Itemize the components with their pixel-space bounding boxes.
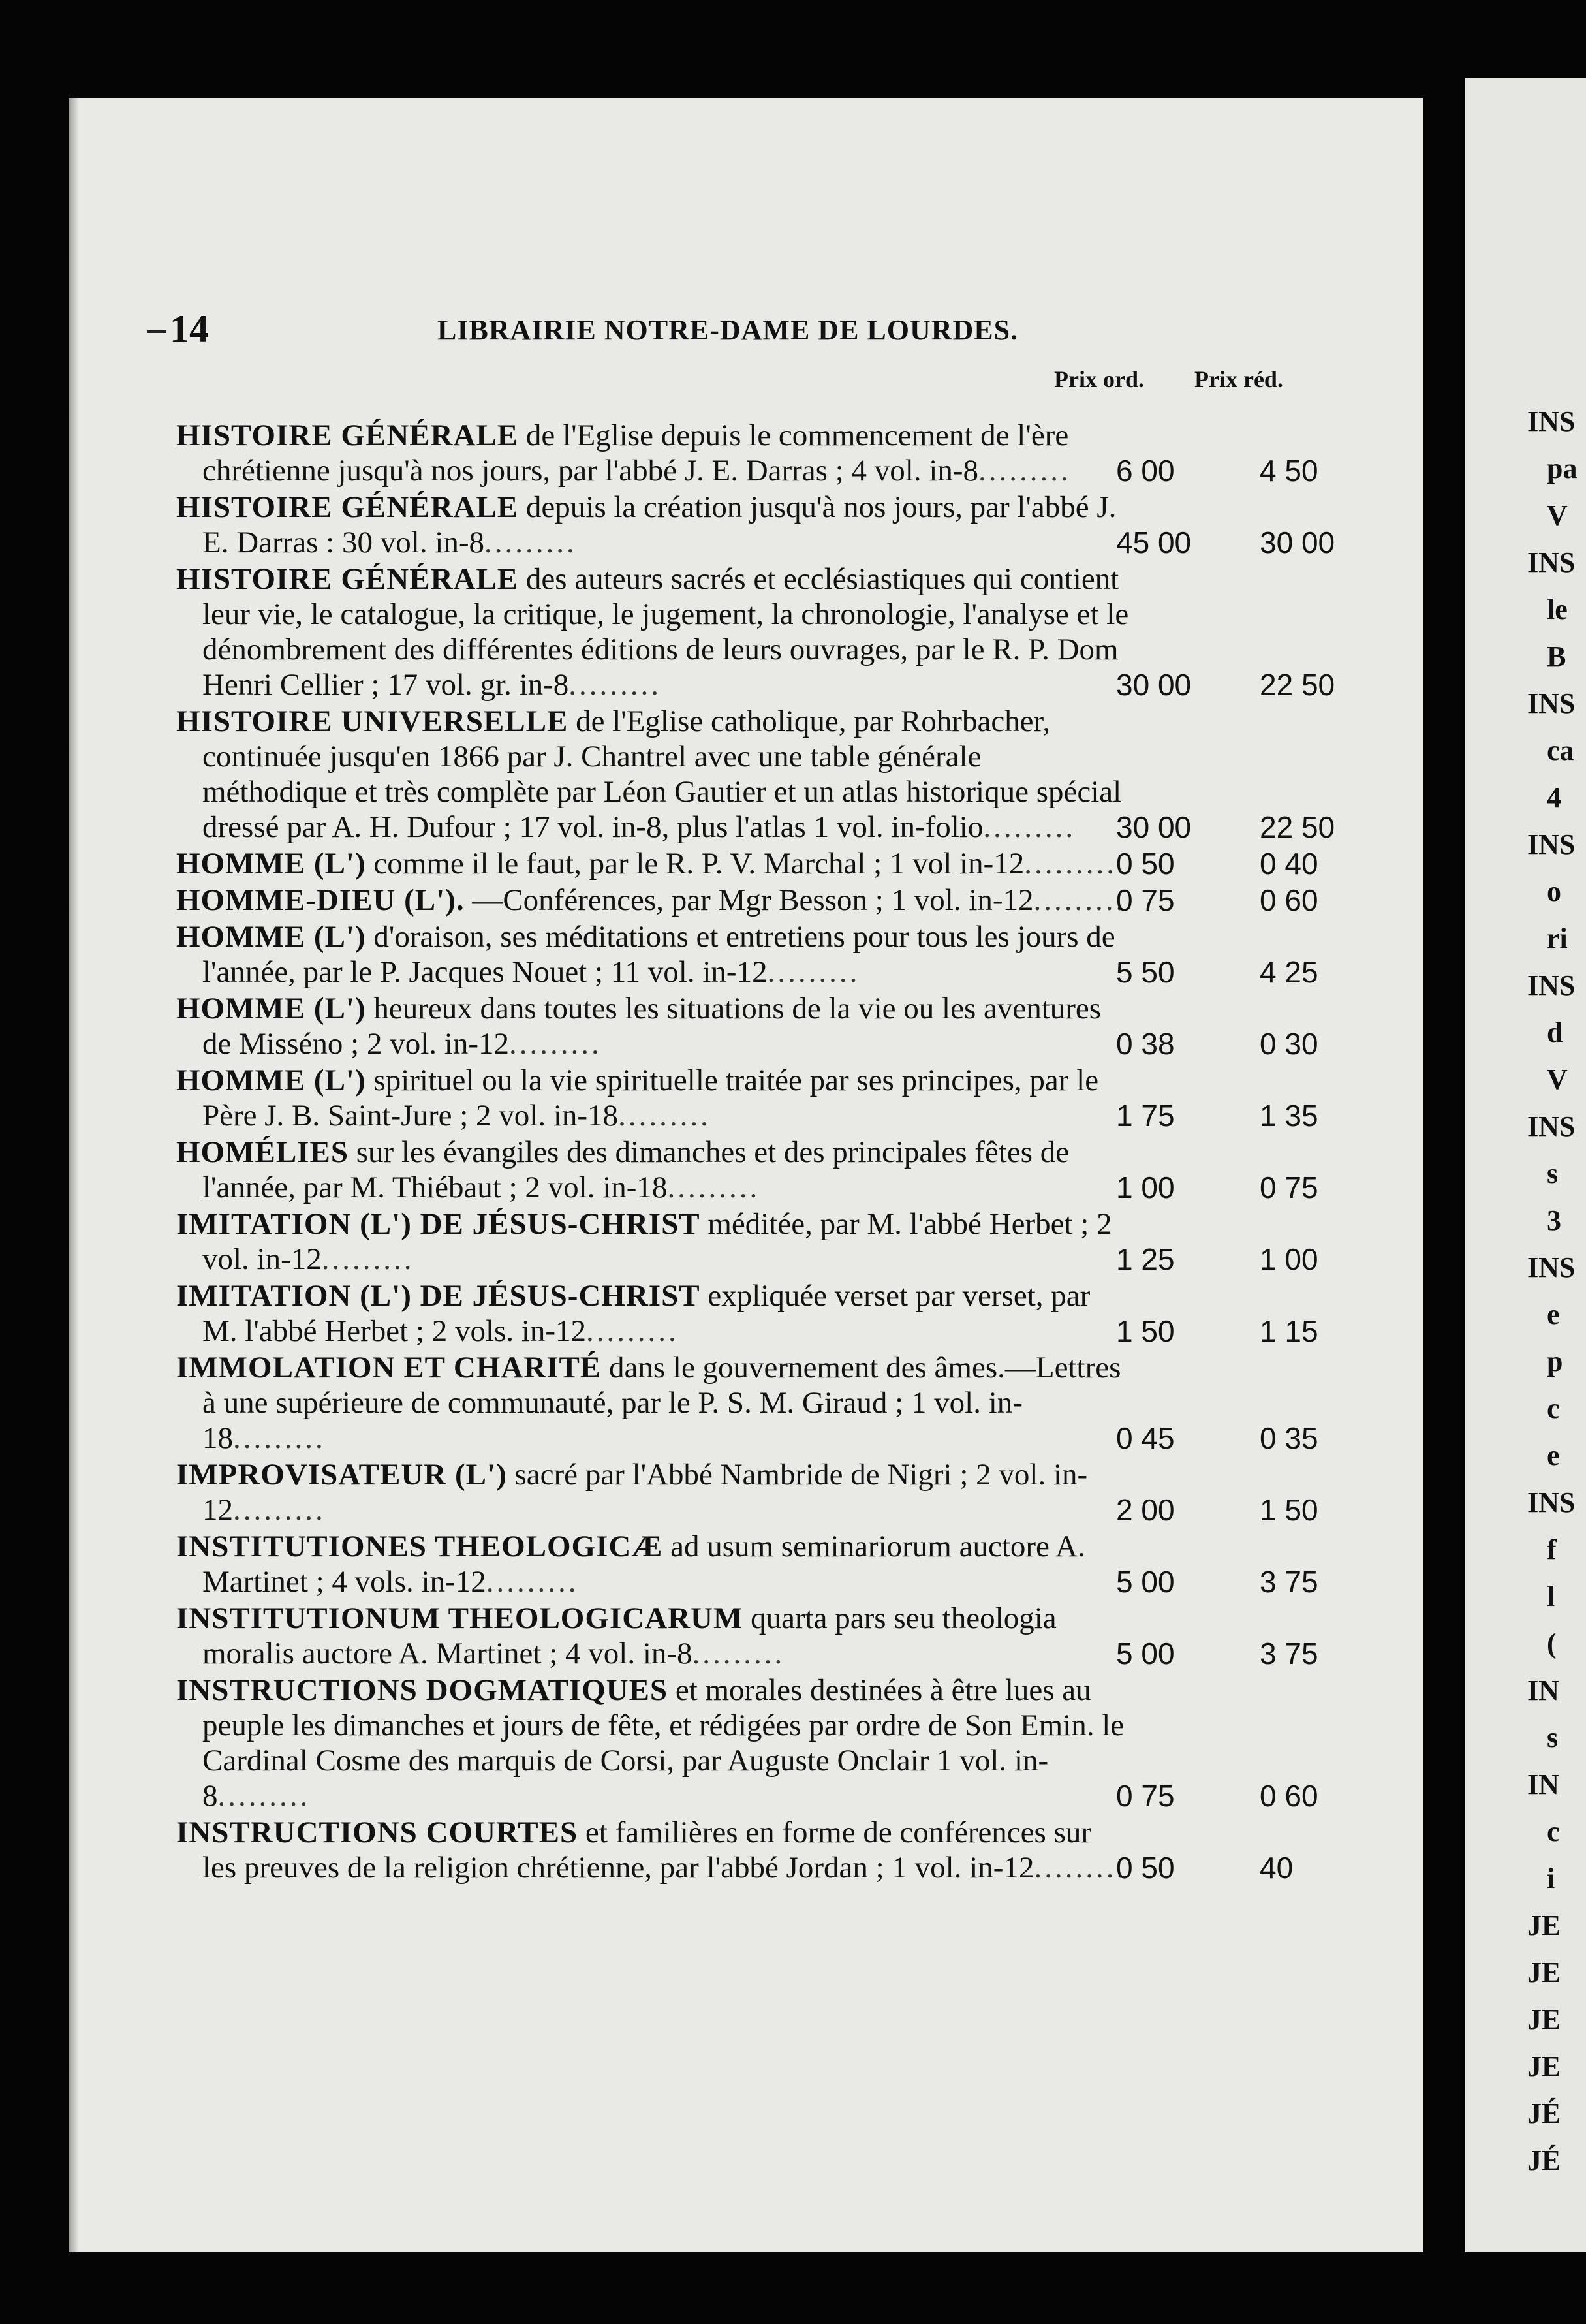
ordinary-price: 1 75: [1116, 1099, 1175, 1133]
entry-text: et morales destinées à être lues au peuple les dimanches et jours de fête, et rédigées par ordre de Son Emin. le Cardinal Cosme des marquis de Corsi, par Auguste Onclair 1 vol. in-8: [202, 1673, 1125, 1813]
catalogue-entry: [176, 1135, 1358, 1205]
ordinary-price: 1 50: [1116, 1314, 1175, 1348]
reduced-price: 0 40: [1260, 847, 1318, 881]
adjacent-page-fragment: V: [1547, 1063, 1568, 1095]
reduced-price: 0 75: [1260, 1170, 1318, 1204]
entry-text: sur les évangiles des dimanches et des principales fêtes de l'année, par M. Thiébaut ; 2 vol. in-18: [202, 1135, 1070, 1204]
entry-title: HOMME (L'): [176, 992, 366, 1026]
adjacent-page-fragment: INS: [1527, 1486, 1576, 1518]
ordinary-price: 0 45: [1116, 1421, 1175, 1455]
entry-title: HISTOIRE GÉNÉRALE: [176, 490, 519, 524]
entry-title: INSTITUTIONES THEOLOGICÆ: [176, 1530, 663, 1563]
reduced-price: 1 50: [1260, 1493, 1318, 1527]
ordinary-price: 5 00: [1116, 1565, 1175, 1599]
adjacent-page-fragment: le: [1547, 593, 1568, 625]
entry-title: HOMME-DIEU (L').: [176, 883, 465, 917]
reduced-price: 3 75: [1260, 1637, 1318, 1671]
adjacent-page-fragment: e: [1547, 1298, 1560, 1330]
reduced-price: 0 30: [1260, 1027, 1318, 1061]
catalogue-entry: [176, 704, 1358, 845]
reduced-price-header: Prix réd.: [1194, 366, 1283, 392]
ordinary-price: 2 00: [1116, 1493, 1175, 1527]
entry-title: INSTRUCTIONS DOGMATIQUES: [176, 1673, 668, 1707]
dot-leader: .........: [618, 1099, 711, 1133]
catalogue-entry: [176, 1672, 1358, 1814]
entry-text: ad usum seminariorum auctore A. Martinet ; 4 vols. in-12: [202, 1530, 1085, 1599]
entry-title: HOMME (L'): [176, 920, 366, 954]
entry-description: [176, 919, 1129, 990]
adjacent-page-fragment: e: [1547, 1439, 1560, 1471]
ordinary-price: 5 00: [1116, 1637, 1175, 1671]
entry-description: [176, 991, 1129, 1061]
catalogue-entry: [176, 1063, 1358, 1133]
adjacent-page-fragment: IN: [1527, 1768, 1559, 1800]
dot-leader: .........: [667, 1170, 760, 1204]
dot-leader: .........: [508, 1027, 602, 1061]
entry-description: [176, 490, 1129, 560]
ordinary-price: 1 00: [1116, 1170, 1175, 1204]
entry-text: de l'Eglise depuis le commencement de l'ère chrétienne jusqu'à nos jours, par l'abbé J. E. Darras ; 4 vol. in-8: [202, 418, 1069, 488]
ordinary-price: 1 25: [1116, 1242, 1175, 1276]
reduced-price: 22 50: [1260, 810, 1335, 844]
running-head: LIBRAIRIE NOTRE-DAME DE LOURDES.: [437, 314, 1019, 346]
ordinary-price: 0 38: [1116, 1027, 1175, 1061]
dot-leader: .........: [586, 1314, 679, 1348]
adjacent-page-fragment: JE: [1527, 2003, 1561, 2035]
catalogue-entry: [176, 1601, 1358, 1671]
catalogue-entry: [176, 846, 1358, 881]
page-number: 14: [170, 307, 209, 351]
catalogue-entry: [176, 418, 1358, 488]
reduced-price: 1 35: [1260, 1099, 1318, 1133]
entry-text: expliquée verset par verset, par M. l'abbé Herbet ; 2 vols. in-12: [202, 1279, 1091, 1348]
entry-text: quarta pars seu theologia moralis auctore A. Martinet ; 4 vol. in-8: [202, 1601, 1057, 1671]
catalogue-entries: [176, 418, 1358, 1887]
adjacent-page-fragment: INS: [1527, 1251, 1576, 1283]
entry-title: IMITATION (L') DE JÉSUS-CHRIST: [176, 1207, 700, 1241]
adjacent-page-fragment: s: [1547, 1721, 1559, 1753]
adjacent-page-fragment: INS: [1527, 405, 1576, 437]
dot-leader: .........: [321, 1242, 414, 1276]
entry-title: HISTOIRE UNIVERSELLE: [176, 704, 568, 738]
adjacent-page-fragment: p: [1547, 1345, 1563, 1377]
reduced-price: 22 50: [1260, 668, 1335, 702]
catalogue-entry: [176, 1815, 1358, 1885]
entry-description: [176, 1529, 1129, 1599]
dot-leader: .........: [233, 1421, 326, 1455]
entry-description: [176, 1457, 1129, 1528]
adjacent-page-fragment: 3: [1547, 1204, 1561, 1236]
ordinary-price: 0 75: [1116, 883, 1175, 917]
adjacent-page-fragment: c: [1547, 1815, 1560, 1847]
reduced-price: 1 15: [1260, 1314, 1318, 1348]
entry-title: HOMME (L'): [176, 847, 366, 881]
catalogue-entry: [176, 919, 1358, 990]
adjacent-page-fragment: pa: [1547, 452, 1578, 484]
adjacent-page-fragment: l: [1547, 1580, 1555, 1612]
adjacent-page-fragment: JE: [1527, 1956, 1561, 1988]
adjacent-page-fragment: B: [1547, 640, 1566, 672]
reduced-price: 1 00: [1260, 1242, 1318, 1276]
adjacent-page-fragment: JÉ: [1527, 2144, 1561, 2176]
adjacent-page-fragment: (: [1547, 1627, 1557, 1659]
entry-description: [176, 1278, 1129, 1349]
entry-description: [176, 1063, 1129, 1133]
adjacent-page-fragment: 4: [1547, 781, 1561, 813]
catalogue-entry: [176, 1206, 1358, 1277]
reduced-price: 30 00: [1260, 526, 1335, 559]
reduced-price: 0 60: [1260, 883, 1318, 917]
entry-title: HISTOIRE GÉNÉRALE: [176, 562, 519, 596]
adjacent-page-fragment: INS: [1527, 687, 1576, 719]
entry-title: IMPROVISATEUR (L'): [176, 1458, 507, 1492]
ordinary-price: 0 50: [1116, 1851, 1175, 1885]
entry-text: —Conférences, par Mgr Besson ; 1 vol. in-12: [464, 883, 1034, 917]
adjacent-page-fragment: INS: [1527, 828, 1576, 860]
entry-text: sacré par l'Abbé Nambride de Nigri ; 2 vol. in-12: [202, 1458, 1088, 1527]
page-header: [170, 307, 1384, 353]
reduced-price: 0 35: [1260, 1421, 1318, 1455]
reduced-price: 0 60: [1260, 1779, 1318, 1813]
dot-leader: .........: [692, 1637, 785, 1671]
reduced-price: 4 25: [1260, 955, 1318, 989]
adjacent-page-fragment: IN: [1527, 1674, 1559, 1706]
entry-description: [176, 1206, 1129, 1277]
dot-leader: .........: [978, 454, 1071, 488]
entry-description: [176, 418, 1129, 488]
dot-leader: .........: [217, 1779, 311, 1813]
dot-leader: .........: [767, 955, 860, 989]
entry-text: comme il le faut, par le R. P. V. Marchal ; 1 vol in-12: [365, 847, 1025, 881]
reduced-price: 3 75: [1260, 1565, 1318, 1599]
entry-description: [176, 1815, 1129, 1885]
adjacent-page-edge: [1465, 78, 1586, 2252]
adjacent-page-fragment: i: [1547, 1862, 1555, 1894]
entry-description: [176, 1350, 1129, 1456]
entry-title: HOMÉLIES: [176, 1135, 349, 1169]
entry-description: [176, 1672, 1129, 1814]
entry-text: heureux dans toutes les situations de la vie ou les aventures de Misséno ; 2 vol. in-12: [202, 992, 1102, 1061]
page-edge: [69, 98, 79, 2252]
entry-description: [176, 561, 1129, 702]
adjacent-page-fragment: JE: [1527, 1909, 1561, 1941]
entry-text: d'oraison, ses méditations et entretiens pour tous les jours de l'année, par le P. Jacques Nouet ; 11 vol. in-12: [202, 920, 1115, 989]
entry-text: dans le gouvernement des âmes.—Lettres à une supérieure de communauté, par le P. S. M. Giraud ; 1 vol. in-18: [202, 1351, 1121, 1455]
entry-text: méditée, par M. l'abbé Herbet ; 2 vol. in-12: [202, 1207, 1112, 1276]
entry-title: INSTITUTIONUM THEOLOGICARUM: [176, 1601, 743, 1635]
catalogue-entry: [176, 883, 1358, 918]
adjacent-page-fragment: ca: [1547, 734, 1574, 766]
adjacent-page-fragment: o: [1547, 875, 1561, 907]
entry-title: IMITATION (L') DE JÉSUS-CHRIST: [176, 1279, 700, 1313]
adjacent-page-fragment: c: [1547, 1392, 1560, 1424]
adjacent-page-fragment: INS: [1527, 1110, 1576, 1142]
dot-leader: .........: [1024, 847, 1117, 881]
dot-leader: .........: [1033, 883, 1127, 917]
ordinary-price: 5 50: [1116, 955, 1175, 989]
entry-text: et familières en forme de conférences sur les preuves de la religion chrétienne, par l'abbé Jordan ; 1 vol. in-12: [202, 1815, 1092, 1885]
adjacent-page-fragment: V: [1547, 499, 1568, 531]
entry-text: de l'Eglise catholique, par Rohrbacher, continuée jusqu'en 1866 par J. Chantrel avec une table générale méthodique et très complète par Léon Gautier et un atlas historique spécial dressé par A. H. Dufour ; 17 vol. in-8, plus l'atlas 1 vol. in-folio: [202, 704, 1122, 844]
price-column-headers: [0, 366, 1586, 398]
catalogue-entry: [176, 490, 1358, 560]
catalogue-entry: [176, 1350, 1358, 1456]
dot-leader: .........: [484, 526, 577, 559]
entry-description: [176, 704, 1129, 845]
reduced-price: 4 50: [1260, 454, 1318, 488]
entry-description: [176, 1135, 1129, 1205]
entry-title: HOMME (L'): [176, 1063, 366, 1097]
dot-leader: .........: [568, 668, 662, 702]
catalogue-entry: [176, 1529, 1358, 1599]
adjacent-page-fragment: JE: [1527, 2050, 1561, 2082]
ordinary-price: 30 00: [1116, 810, 1192, 844]
dot-leader: .........: [983, 810, 1076, 844]
adjacent-page-fragment: INS: [1527, 546, 1576, 578]
entry-title: INSTRUCTIONS COURTES: [176, 1815, 578, 1849]
adjacent-page-fragment: INS: [1527, 969, 1576, 1001]
catalogue-entry: [176, 1457, 1358, 1528]
ordinary-price: 0 50: [1116, 847, 1175, 881]
entry-description: [176, 883, 1129, 918]
catalogue-entry: [176, 1278, 1358, 1349]
entry-description: [176, 846, 1129, 881]
adjacent-page-fragment: s: [1547, 1157, 1559, 1189]
adjacent-page-fragment: JÉ: [1527, 2097, 1561, 2129]
adjacent-page-fragment: f: [1547, 1533, 1557, 1565]
entry-text: spirituel ou la vie spirituelle traitée par ses principes, par le Père J. B. Saint-Jure ; 2 vol. in-18: [202, 1063, 1099, 1133]
catalogue-entry: [176, 561, 1358, 702]
margin-mark: [147, 330, 166, 333]
adjacent-page-fragment: ri: [1547, 922, 1568, 954]
catalogue-entry: [176, 991, 1358, 1061]
entry-title: HISTOIRE GÉNÉRALE: [176, 418, 519, 452]
ordinary-price: 45 00: [1116, 526, 1192, 559]
dot-leader: .........: [1034, 1851, 1127, 1885]
entry-title: IMMOLATION ET CHARITÉ: [176, 1351, 602, 1385]
dot-leader: .........: [486, 1565, 579, 1599]
entry-text: des auteurs sacrés et ecclésiastiques qui contient leur vie, le catalogue, la critique, le jugement, la chronologie, l'analyse et le dénombrement des différentes éditions de leurs ouvrages, par le R. P. Dom Henri Cellier ; 17 vol. gr. in-8: [202, 562, 1129, 702]
ordinary-price: 6 00: [1116, 454, 1175, 488]
dot-leader: .........: [233, 1493, 326, 1527]
adjacent-page-fragment: d: [1547, 1016, 1563, 1048]
reduced-price: 40: [1260, 1851, 1294, 1885]
ordinary-price: 0 75: [1116, 1779, 1175, 1813]
ordinary-price-header: Prix ord.: [1054, 366, 1144, 392]
ordinary-price: 30 00: [1116, 668, 1192, 702]
entry-text: depuis la création jusqu'à nos jours, par l'abbé J. E. Darras : 30 vol. in-8: [202, 490, 1117, 559]
entry-description: [176, 1601, 1129, 1671]
